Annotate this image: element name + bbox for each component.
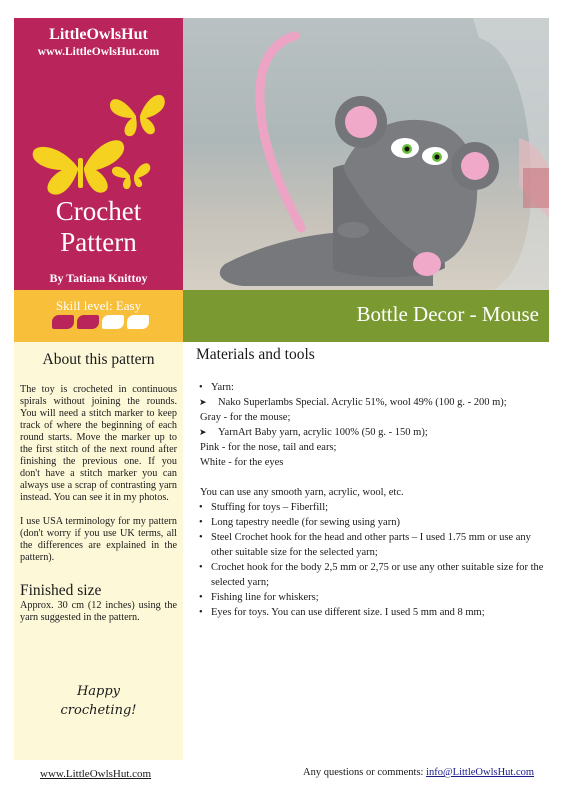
- pattern-title-line: Crochet: [55, 196, 142, 226]
- happy-crocheting: [14, 682, 183, 720]
- list-item: • Stuffing for toys – Fiberfill;: [196, 500, 546, 515]
- title-bar: [183, 290, 549, 342]
- sub-list-item: ➤ Nako Superlambs Special. Acrylic 51%, wool 49% (100 g. - 200 m);: [196, 395, 546, 410]
- yarn-use: Pink - for the nose, tail and ears;: [200, 442, 337, 453]
- finished-size-text: Approx. 30 cm (12 inches) using the yarn suggested in the pattern.: [20, 600, 177, 623]
- yarn-note: You can use any smooth yarn, acrylic, wool, etc.: [200, 487, 404, 498]
- footer-contact: [303, 767, 534, 778]
- footer-website-link[interactable]: www.LittleOwlsHut.com: [40, 768, 152, 780]
- contact-email-link[interactable]: info@LittleOwlsHut.com: [426, 767, 535, 778]
- contact-prefix: Any questions or comments:: [303, 767, 427, 778]
- pattern-title: [14, 196, 183, 258]
- about-sidebar: [14, 342, 183, 760]
- skill-pill: [127, 315, 149, 329]
- happy-line: crocheting!: [60, 703, 137, 718]
- sub-list-item: ➤ YarnArt Baby yarn, acrylic 100% (50 g. - 150 m);: [196, 425, 546, 440]
- skill-level-label: Skill level: Easy: [55, 298, 142, 313]
- brand-url[interactable]: www.LittleOwlsHut.com: [37, 46, 160, 58]
- skill-level-indicator: [52, 315, 149, 329]
- about-paragraph: I use USA terminology for my pattern (don't worry if you use UK terms, all the differences are explained in the pattern).: [20, 516, 177, 563]
- materials-heading: Materials and tools: [196, 346, 315, 363]
- pattern-title-line: Pattern: [60, 227, 137, 257]
- brand-name: LittleOwlsHut: [49, 26, 148, 43]
- skill-pill: [52, 315, 74, 329]
- butterflies-decoration: [14, 80, 183, 200]
- pattern-name: Bottle Decor - Mouse: [356, 302, 539, 326]
- list-item: • Crochet hook for the body 2,5 mm or 2,75 or use any other suitable size for the selected yarn;: [196, 560, 546, 590]
- list-item: • Fishing line for whiskers;: [196, 590, 546, 605]
- list-item: • Yarn:: [196, 380, 546, 395]
- yarn-use: Gray - for the mouse;: [200, 412, 291, 423]
- product-photo: [183, 18, 549, 290]
- list-item: • Long tapestry needle (for sewing using yarn): [196, 515, 546, 530]
- materials-section: [196, 346, 546, 620]
- mouse-illustration: [183, 18, 549, 290]
- yarn-use: White - for the eyes: [200, 457, 284, 468]
- butterfly-icon: [110, 95, 165, 136]
- butterfly-icon: [112, 163, 150, 189]
- materials-list: [196, 380, 546, 620]
- brand-panel: [14, 18, 183, 290]
- author-credit: By Tatiana Knittoy: [49, 271, 148, 285]
- skill-level-bar: [14, 290, 183, 342]
- butterfly-icon: [33, 140, 124, 194]
- happy-line: Happy: [76, 684, 121, 699]
- about-heading: About this pattern: [42, 351, 155, 368]
- finished-size-heading: Finished size: [20, 582, 102, 599]
- spacer: [196, 470, 546, 485]
- list-item: • Eyes for toys. You can use different size. I used 5 mm and 8 mm;: [196, 605, 546, 620]
- skill-pill: [77, 315, 99, 329]
- list-item: • Steel Crochet hook for the head and other parts – I used 1.75 mm or use any other suitable size for the selected yarn;: [196, 530, 546, 560]
- about-paragraph: The toy is crocheted in continuous spirals without joining the rounds. You will need a stitch marker to keep track of where the beginning of each round starts. Move the marker up to the first stitch of the next round after finishing the previous one. If you don't have a stitch marker you can always use a scrap of contrasting yarn instead. You can see it in my photos.: [20, 384, 177, 503]
- skill-pill: [102, 315, 124, 329]
